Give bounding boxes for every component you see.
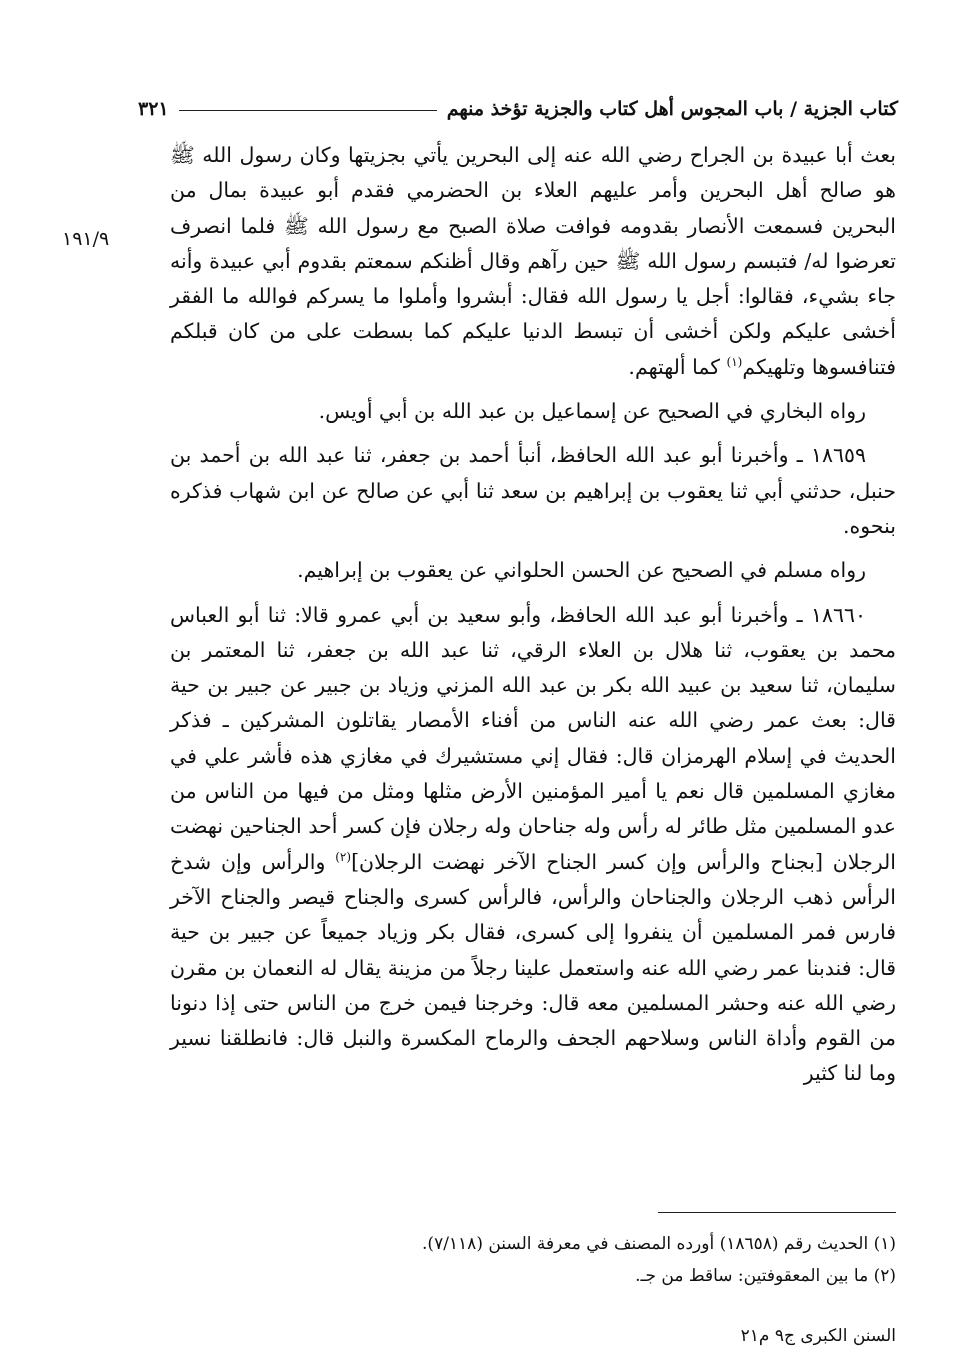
header-title: كتاب الجزية / باب المجوس أهل كتاب والجزية تؤخذ منهم [446, 98, 898, 120]
paragraph-text: ١٨٦٥٩ ـ وأخبرنا أبو عبد الله الحافظ، أنبأ أحمد بن جعفر، ثنا عبد الله بن أحمد بن حنبل، حدثني أبي ثنا يعقوب بن إبراهيم بن سعد ثنا أبي عن صالح عن ابن شهاب فذكره بنحوه. [170, 443, 896, 538]
paragraph-text: رواه مسلم في الصحيح عن الحسن الحلواني عن يعقوب بن إبراهيم. [297, 558, 866, 583]
paragraph-text: بعث أبا عبيدة بن الجراح رضي الله عنه إلى البحرين يأتي بجزيتها وكان رسول الله ﷺ هو صالح أهل البحرين وأمر عليهم العلاء بن الحضرمي فقدم أبو عبيدة بمال من البحرين فسمعت الأنصار بقدومه فوافت صلاة الصبح مع رسول الله ﷺ فلما انصرف تعرضوا له/ فتبسم رسول الله ﷺ حين رآهم وقال أظنكم سمعتم بقدوم أبي عبيدة وأنه جاء بشيء، فقالوا: أجل يا رسول الله فقال: أبشروا وأملوا ما يسركم فوالله ما الفقر أخشى عليكم ولكن أخشى أن تبسط الدنيا عليكم كما بسطت على من كان قبلكم فتنافسوها وتلهيكم [170, 143, 896, 379]
footnote-2: (٢) ما بين المعقوفتين: ساقط من جـ. [635, 1266, 896, 1286]
margin-reference: ١٩١/٩ [62, 228, 110, 250]
hadith-18659 [170, 438, 896, 544]
footnote-marker-1[interactable]: (١) [726, 354, 743, 369]
hadith-18660 [170, 598, 896, 1092]
signature-mark: السنن الكبرى ج٩ م٢١ [740, 1326, 896, 1346]
footnote-separator [658, 1212, 896, 1213]
paragraph-text: رواه البخاري في الصحيح عن إسماعيل بن عبد الله بن أبي أويس. [318, 399, 866, 424]
paragraph-2 [170, 394, 896, 429]
paragraph-4 [170, 553, 896, 588]
running-header [138, 84, 898, 120]
paragraph-1 [170, 138, 896, 385]
paragraph-text-cont: كما ألهتهم. [628, 354, 727, 379]
header-rule [179, 110, 437, 111]
paragraph-text-cont: والرأس وإن شدخ الرأس ذهب الرجلان والجناحان والرأس، فالرأس كسرى والجناح قيصر والجناح الآخر فارس فمر المسلمين أن ينفروا إلى كسرى، فقال بكر وزياد جميعاً عن جبير بن حية قال: فندبنا عمر رضي الله عنه واستعمل علينا رجلاً من مزينة يقال له النعمان بن مقرن رضي الله عنه وحشر المسلمين معه قال: وخرجنا فيمن خرج من الناس حتى إذا دنونا من القوم وأداة الناس وسلاحهم الجحف والرماح المكسرة والنبل قال: فانطلقنا نسير وما لنا كثير [170, 849, 896, 1086]
footnotes [170, 1228, 896, 1292]
page-number: ٣٢١ [138, 98, 169, 120]
main-text [170, 138, 896, 1092]
footnote-1: (١) الحديث رقم (١٨٦٥٨) أورده المصنف في معرفة السنن (٧/١١٨). [422, 1234, 896, 1254]
paragraph-text: ١٨٦٦٠ ـ وأخبرنا أبو عبد الله الحافظ، وأبو سعيد بن أبي عمرو قالا: ثنا أبو العباس محمد بن يعقوب، ثنا هلال بن العلاء الرقي، ثنا عبد الله بن جعفر، ثنا المعتمر بن سليمان، ثنا سعيد بن عبيد الله بكر بن عبد الله المزني وزياد بن جبير عن جبير بن حية قال: بعث عمر رضي الله عنه الناس من أفناء الأمصار يقاتلون المشركين ـ فذكر الحديث في إسلام الهرمزان قال: فقال إني مستشيرك في مغازي هذه فأشر علي في مغازي المسلمين قال نعم يا أمير المؤمنين الأرض مثلها ومثل من فيها من الناس من عدو المسلمين مثل طائر له رأس وله جناحان وله رجلان فإن كسر أحد الجناحين نهضت الرجلان [بجناح والرأس وإن كسر الجناح الآخر نهضت الرجلان] [170, 602, 896, 874]
footnote-marker-2[interactable]: (٢) [335, 849, 352, 864]
